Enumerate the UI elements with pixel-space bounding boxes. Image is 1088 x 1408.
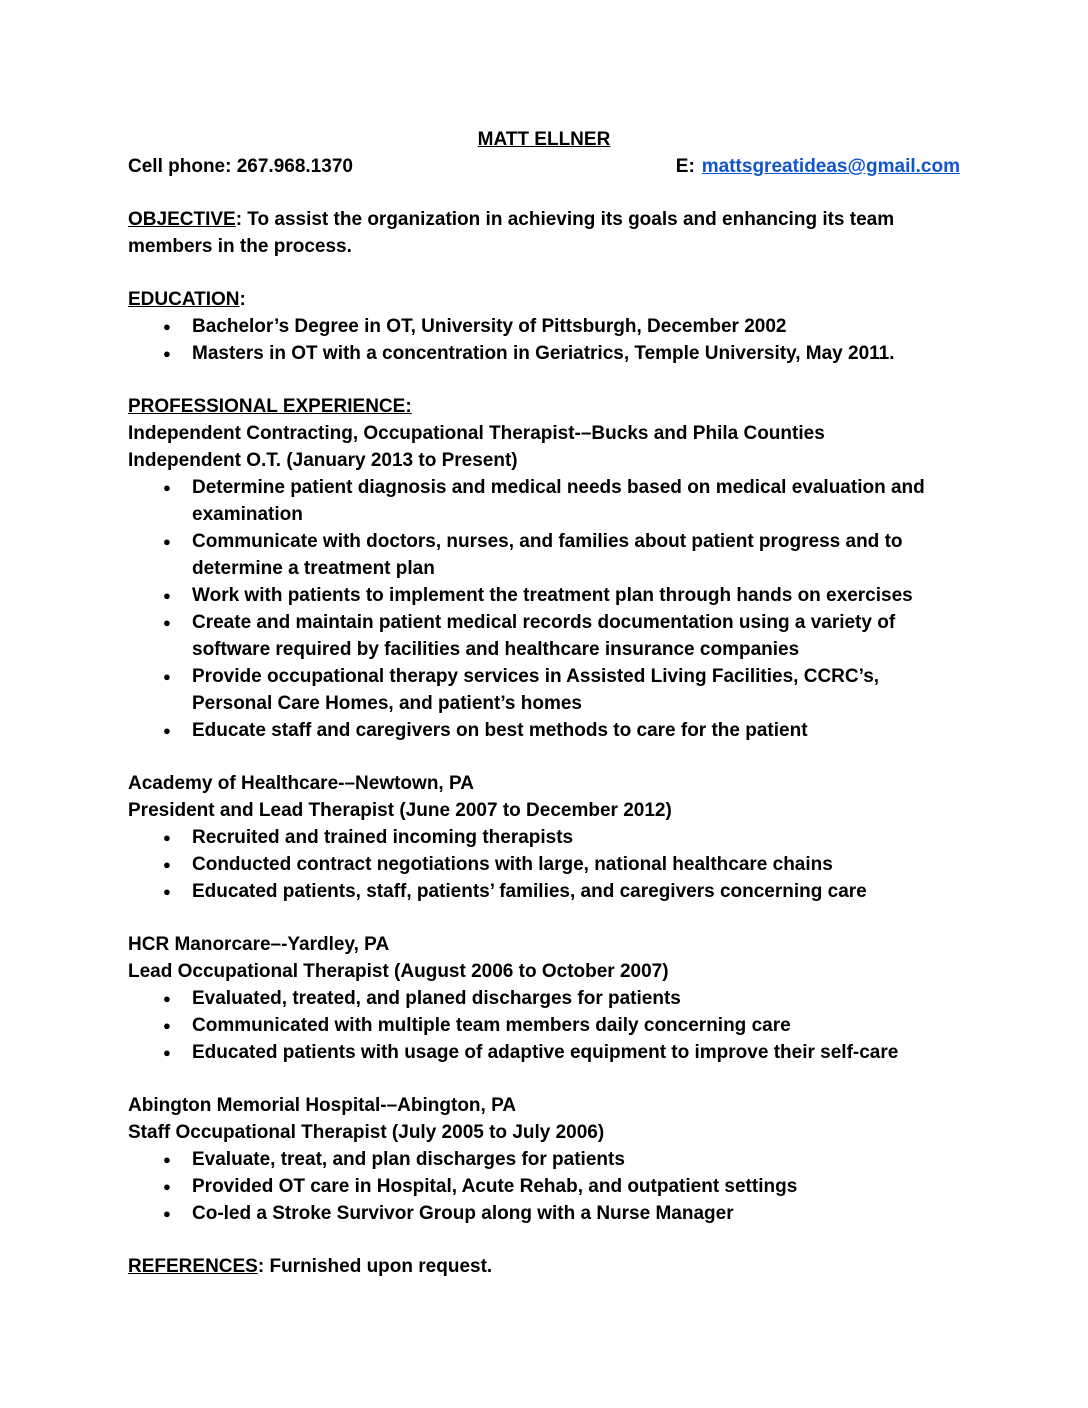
education-heading: EDUCATION — [128, 289, 240, 310]
bullet-icon: ● — [163, 615, 171, 630]
references-text: : Furnished upon request. — [257, 1256, 493, 1277]
bullet-icon: ● — [163, 588, 171, 603]
job-bullet: Recruited and trained incoming therapists — [192, 827, 574, 848]
references-heading: REFERENCES — [128, 1256, 258, 1277]
job-bullet: Evaluate, treat, and plan discharges for patients — [192, 1149, 625, 1170]
job-block — [128, 770, 960, 905]
job-company: Abington Memorial Hospital-–Abington, PA — [128, 1095, 517, 1116]
list-item — [128, 582, 960, 609]
list-item — [128, 878, 960, 905]
job-bullet-list — [128, 824, 960, 905]
job-bullet: Provided OT care in Hospital, Acute Rehab, and outpatient settings — [192, 1176, 798, 1197]
bullet-icon: ● — [163, 857, 171, 872]
education-heading-line — [128, 286, 960, 313]
objective-paragraph — [128, 206, 960, 260]
bullet-icon: ● — [163, 1206, 171, 1221]
bullet-icon: ● — [163, 480, 171, 495]
job-bullet: Co-led a Stroke Survivor Group along with a Nurse Manager — [192, 1203, 734, 1224]
list-item — [128, 717, 960, 744]
job-bullet-list — [128, 474, 960, 744]
list-item — [128, 1173, 960, 1200]
job-bullet-list — [128, 1146, 960, 1227]
list-item — [128, 985, 960, 1012]
job-bullet: Create and maintain patient medical records documentation using a variety of software required by facilities and healthcare insurance companies — [192, 612, 896, 660]
cell-phone: Cell phone: 267.968.1370 — [128, 156, 353, 177]
bullet-icon: ● — [163, 669, 171, 684]
objective-heading: OBJECTIVE — [128, 209, 236, 230]
objective-text: : To assist the organization in achieving its goals and enhancing its team members in the process. — [128, 209, 895, 257]
list-item — [128, 474, 960, 528]
bullet-icon: ● — [163, 884, 171, 899]
list-item — [128, 1039, 960, 1066]
job-bullet: Provide occupational therapy services in Assisted Living Facilities, CCRC’s, Personal Care Homes, and patient’s homes — [192, 666, 880, 714]
job-title: Staff Occupational Therapist (July 2005 to July 2006) — [128, 1122, 605, 1143]
job-bullet: Educated patients with usage of adaptive equipment to improve their self-care — [192, 1042, 899, 1063]
list-item — [128, 1012, 960, 1039]
list-item — [128, 313, 960, 340]
education-item: Masters in OT with a concentration in Geriatrics, Temple University, May 2011. — [192, 343, 895, 364]
email-link[interactable]: mattsgreatideas@gmail.com — [701, 156, 960, 177]
education-item: Bachelor’s Degree in OT, University of Pittsburgh, December 2002 — [192, 316, 787, 337]
bullet-icon: ● — [163, 830, 171, 845]
bullet-icon: ● — [163, 319, 171, 334]
job-company: Independent Contracting, Occupational Therapist-–Bucks and Phila Counties — [128, 423, 825, 444]
bullet-icon: ● — [163, 1018, 171, 1033]
experience-heading-line — [128, 393, 960, 420]
job-title: Lead Occupational Therapist (August 2006 to October 2007) — [128, 961, 669, 982]
list-item — [128, 1200, 960, 1227]
job-bullet: Conducted contract negotiations with large, national healthcare chains — [192, 854, 833, 875]
email-line — [676, 153, 960, 180]
experience-heading: PROFESSIONAL EXPERIENCE: — [128, 396, 412, 417]
list-item — [128, 340, 960, 367]
job-company: HCR Manorcare–-Yardley, PA — [128, 934, 390, 955]
job-bullet: Educate staff and caregivers on best methods to care for the patient — [192, 720, 808, 741]
email-prefix: E: — [675, 156, 695, 177]
job-title: President and Lead Therapist (June 2007 to December 2012) — [128, 800, 672, 821]
education-colon: : — [239, 289, 246, 310]
job-bullet: Communicate with doctors, nurses, and families about patient progress and to determine a treatment plan — [192, 531, 903, 579]
resume-name: MATT ELLNER — [477, 129, 611, 150]
job-bullet: Work with patients to implement the treatment plan through hands on exercises — [192, 585, 913, 606]
list-item — [128, 1146, 960, 1173]
list-item — [128, 609, 960, 663]
job-title: Independent O.T. (January 2013 to Present) — [128, 450, 518, 471]
bullet-icon: ● — [163, 1045, 171, 1060]
job-bullet: Evaluated, treated, and planed discharges for patients — [192, 988, 681, 1009]
list-item — [128, 851, 960, 878]
bullet-icon: ● — [163, 723, 171, 738]
job-block — [128, 931, 960, 1066]
job-block — [128, 1092, 960, 1227]
bullet-icon: ● — [163, 1179, 171, 1194]
page-title — [128, 126, 960, 153]
bullet-icon: ● — [163, 346, 171, 361]
bullet-icon: ● — [163, 991, 171, 1006]
job-block — [128, 420, 960, 744]
references-line — [128, 1253, 960, 1280]
list-item — [128, 663, 960, 717]
job-bullet-list — [128, 985, 960, 1066]
job-company: Academy of Healthcare-–Newtown, PA — [128, 773, 474, 794]
list-item — [128, 528, 960, 582]
job-bullet: Communicated with multiple team members daily concerning care — [192, 1015, 791, 1036]
list-item — [128, 824, 960, 851]
job-bullet: Determine patient diagnosis and medical needs based on medical evaluation and examination — [192, 477, 925, 525]
bullet-icon: ● — [163, 534, 171, 549]
bullet-icon: ● — [163, 1152, 171, 1167]
education-list — [128, 313, 960, 367]
contact-row — [128, 153, 960, 180]
job-bullet: Educated patients, staff, patients’ families, and caregivers concerning care — [192, 881, 867, 902]
